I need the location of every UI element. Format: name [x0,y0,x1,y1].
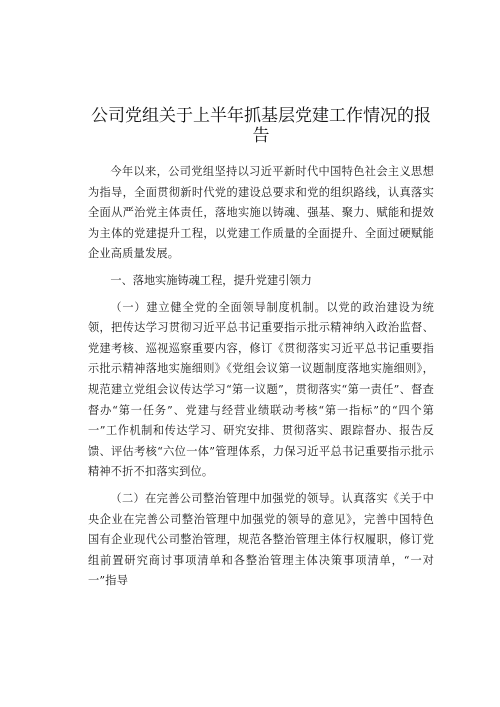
document-title: 公司党组关于上半年抓基层党建工作情况的报告 [91,106,431,146]
section-1-paragraph-1: （一）建立健全党的全面领导制度机制。以党的政治建设为统领，把传达学习贯彻习近平总书记重要指示批示精神纳入政治监督、党建考核、巡视巡察重要内容，修订《贯彻落实习近平总书记重要指示批示精神落地实施细则》《党组会议第一议题制度落地实施细则》，规范建立党组会议传达学习“第一议题”，贯彻落实“第一责任”、督查督办“第一任务”、党建与经营业绩联动考核“第一指标”的“四个第一”工作机制和传达学习、研究安排、贯彻落实、跟踪督办、报告反馈、评估考核“六位一体”管理体系，力保习近平总书记重要指示批示精神不折不扣落实到位。 [88,300,434,479]
section-1-paragraph-2: （二）在完善公司整治管理中加强党的领导。认真落实《关于中央企业在完善公司整治管理中加强党的领导的意见》，完善中国特色国有企业现代公司整治管理，规范各整治管理主体行权履职，修订党组前置研究商讨事项清单和各整治管理主体决策事项清单，“一对一”指导 [88,491,434,588]
section-1-heading: 一、落地实施铸魂工程，提升党建引领力 [110,273,312,287]
intro-paragraph: 今年以来，公司党组坚持以习近平新时代中国特色社会主义思想为指导，全面贯彻新时代党的建设总要求和党的组织路线，认真落实全面从严治党主体责任，落地实施以铸魂、强基、聚力、赋能和提效为主体的党建提升工程，以党建工作质量的全面提升、全面过硬赋能企业高质量发展。 [88,165,434,261]
